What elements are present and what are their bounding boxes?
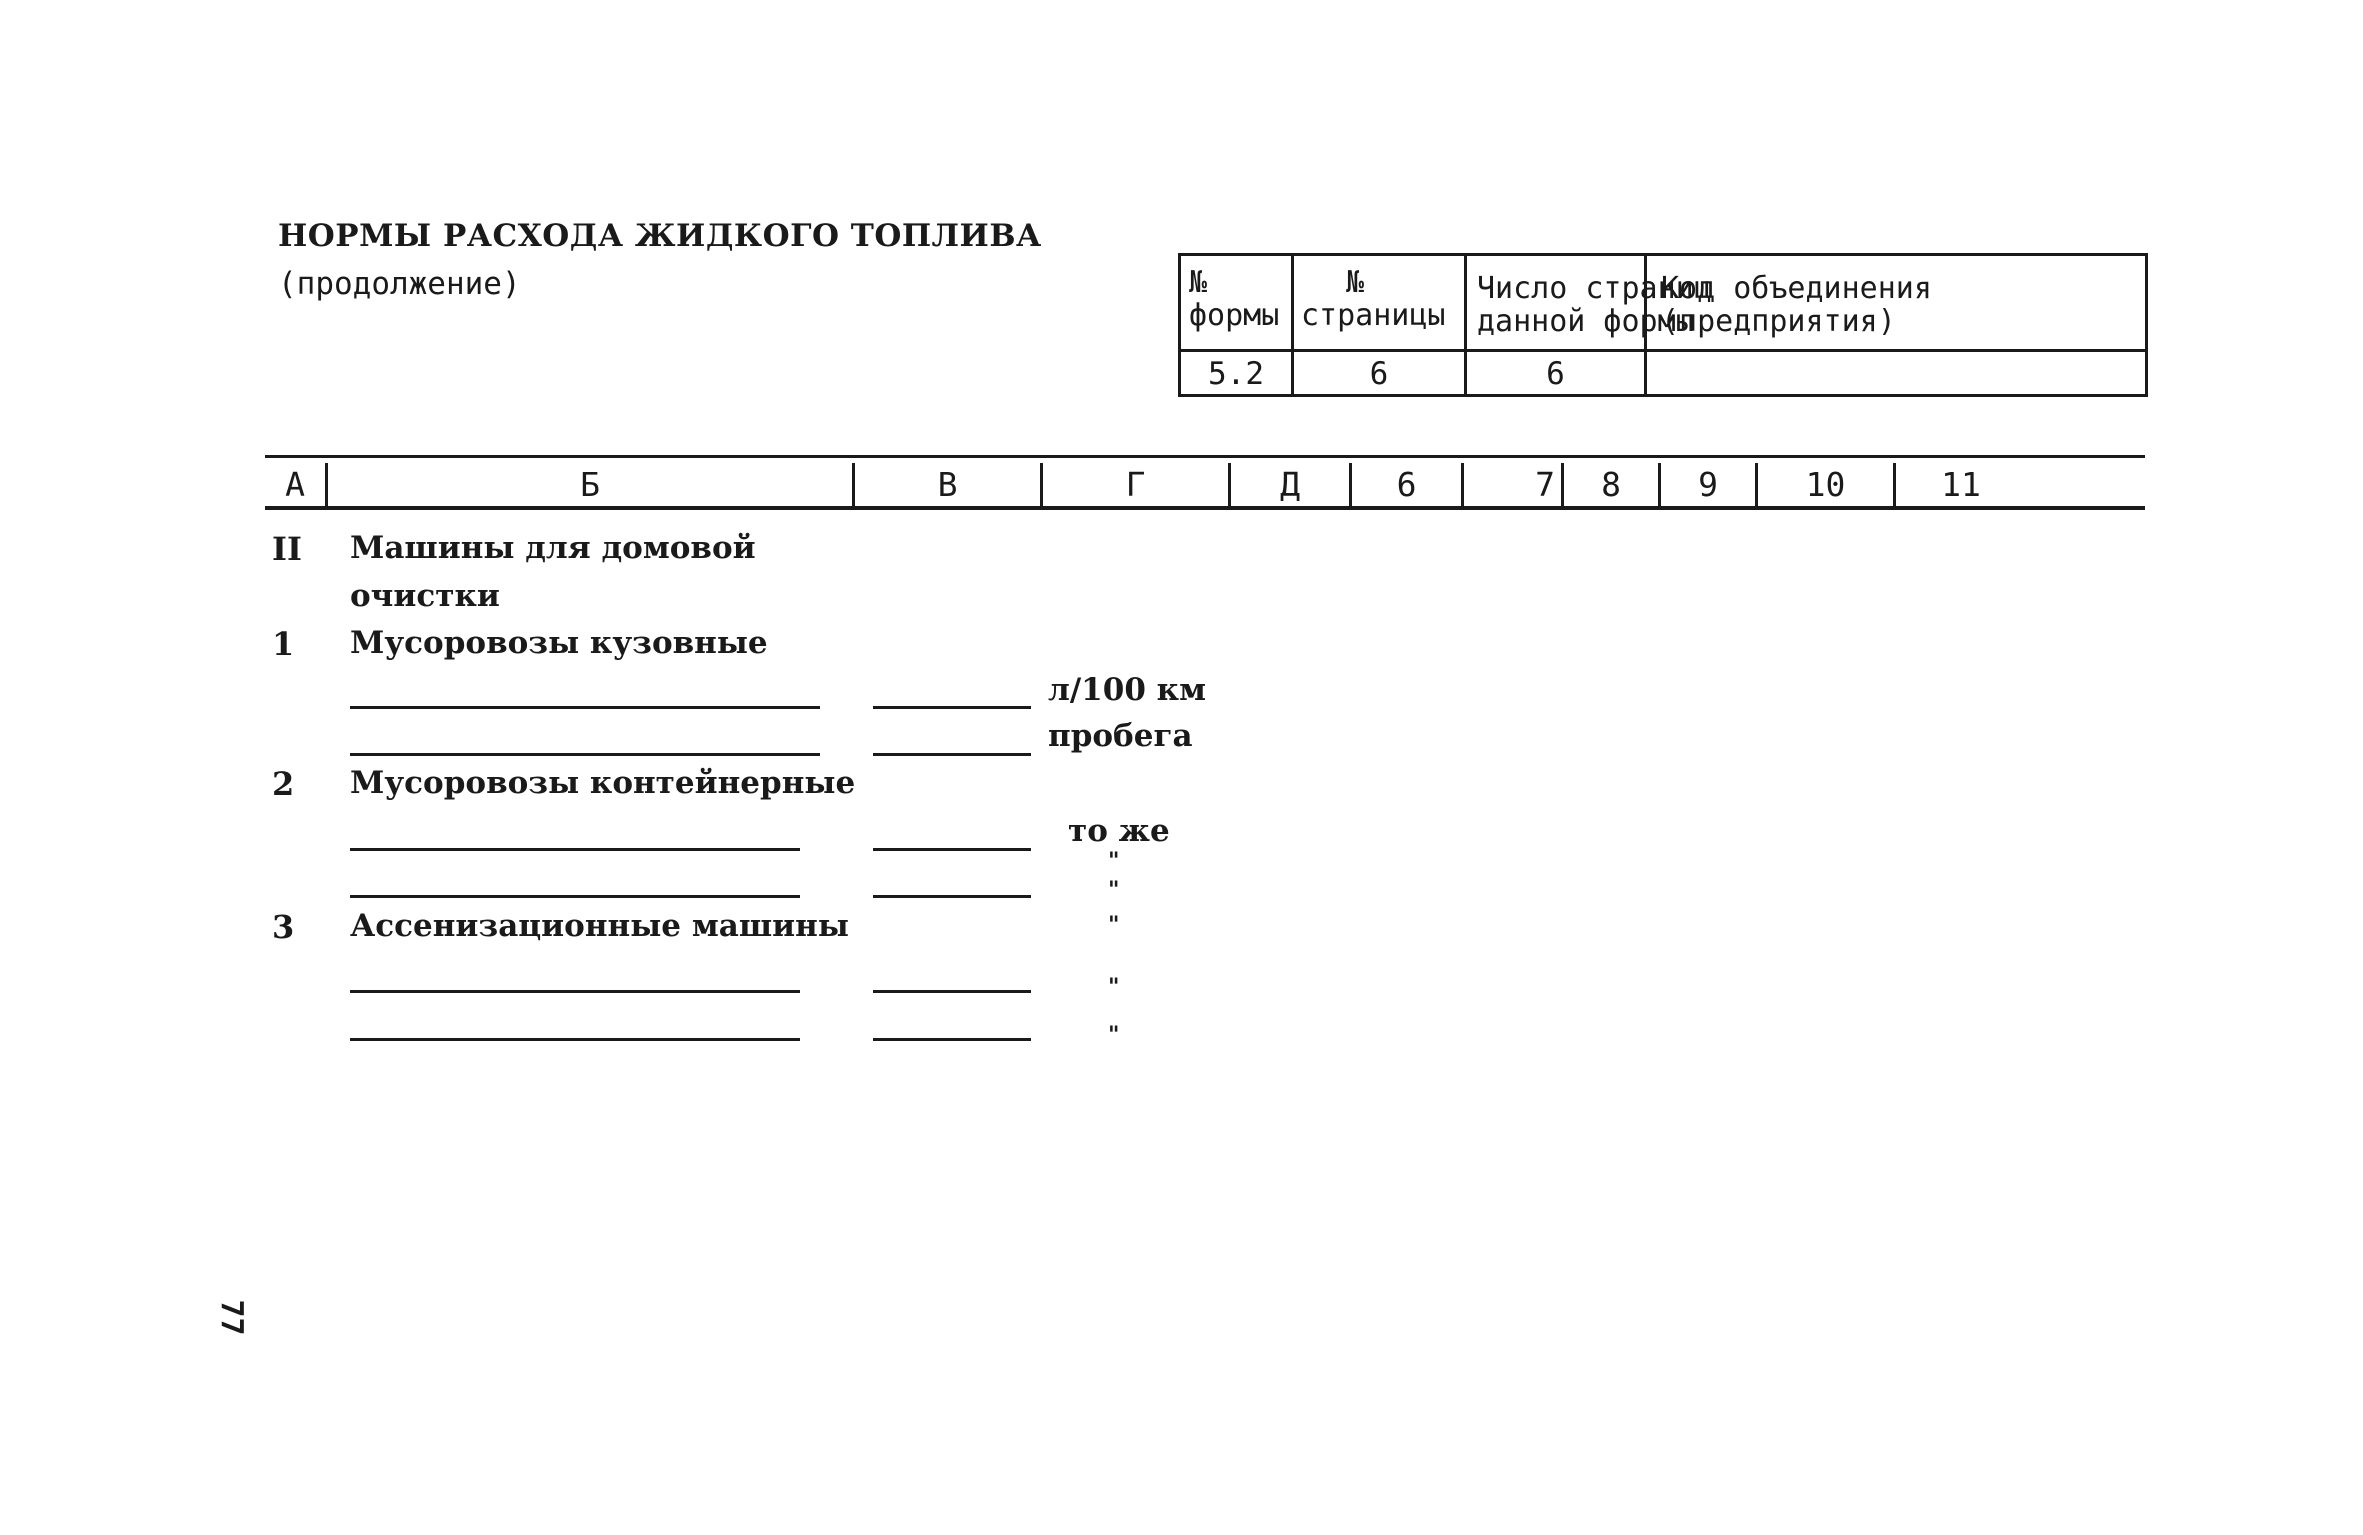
ditto-mark: " bbox=[1108, 848, 1120, 874]
section-title-cont: очистки bbox=[350, 578, 500, 614]
blank-line bbox=[873, 706, 1031, 709]
header-form-number bbox=[1189, 266, 1279, 332]
column-label-v: В bbox=[937, 465, 958, 504]
page-number: 77 bbox=[213, 1299, 249, 1336]
column-label-6: 6 bbox=[1396, 465, 1417, 504]
unit-label: то же bbox=[1068, 813, 1170, 849]
header-text: Код объединения bbox=[1661, 271, 1932, 306]
ditto-mark: " bbox=[1108, 877, 1120, 903]
item-number: 1 bbox=[272, 625, 295, 663]
document-title: НОРМЫ РАСХОДА ЖИДКОГО ТОПЛИВА bbox=[278, 218, 1042, 254]
item-name: Мусоровозы кузовные bbox=[350, 625, 768, 661]
ditto-mark: " bbox=[1108, 1022, 1120, 1048]
item-name: Мусоровозы контейнерные bbox=[350, 765, 856, 801]
blank-line bbox=[873, 990, 1031, 993]
unit-label: л/100 км bbox=[1048, 672, 1206, 708]
table-divider bbox=[1181, 349, 2145, 352]
blank-line bbox=[350, 895, 800, 898]
blank-line bbox=[350, 990, 800, 993]
blank-line bbox=[873, 753, 1031, 756]
pages-count-value: 6 bbox=[1546, 356, 1565, 392]
column-label-11: 11 bbox=[1941, 465, 1981, 504]
column-label-10: 10 bbox=[1805, 465, 1846, 504]
blank-line bbox=[350, 706, 820, 709]
rule-line bbox=[265, 506, 2145, 510]
header-page-number bbox=[1301, 266, 1446, 332]
blank-line bbox=[873, 848, 1031, 851]
column-label-7: 7 bbox=[1535, 465, 1555, 504]
column-label-d: Д bbox=[1280, 465, 1300, 504]
page-number-value: 6 bbox=[1369, 356, 1389, 392]
header-text: № bbox=[1346, 265, 1365, 300]
column-header-strip bbox=[265, 455, 2145, 510]
blank-line bbox=[350, 848, 800, 851]
section-number: II bbox=[272, 530, 302, 568]
ditto-mark: " bbox=[1108, 912, 1120, 938]
header-text: страницы bbox=[1301, 298, 1446, 333]
rule-line bbox=[265, 455, 2145, 458]
column-label-8: 8 bbox=[1601, 465, 1621, 504]
header-text: Число страниц bbox=[1477, 271, 1712, 306]
blank-line bbox=[350, 1038, 800, 1041]
blank-line bbox=[873, 895, 1031, 898]
ditto-mark: " bbox=[1108, 974, 1120, 1000]
header-text: № bbox=[1189, 265, 1208, 300]
section-title: Машины для домовой bbox=[350, 530, 756, 566]
blank-line bbox=[350, 753, 820, 756]
header-text: (предприятия) bbox=[1661, 304, 1896, 339]
form-info-table bbox=[1178, 253, 2148, 397]
header-org-code bbox=[1661, 272, 1932, 338]
form-number-value: 5.2 bbox=[1208, 356, 1264, 392]
column-label-g: Г bbox=[1125, 465, 1146, 504]
document-subtitle: (продолжение) bbox=[278, 266, 521, 302]
header-text: данной формы bbox=[1477, 304, 1694, 339]
column-label-9: 9 bbox=[1698, 465, 1718, 504]
unit-label-cont: пробега bbox=[1048, 718, 1193, 754]
column-label-a: А bbox=[285, 465, 305, 504]
item-number: 3 bbox=[272, 908, 295, 946]
column-label-b: Б bbox=[580, 465, 600, 504]
item-number: 2 bbox=[272, 765, 295, 803]
item-name: Ассенизационные машины bbox=[350, 908, 849, 944]
header-text: формы bbox=[1189, 298, 1280, 333]
blank-line bbox=[873, 1038, 1031, 1041]
